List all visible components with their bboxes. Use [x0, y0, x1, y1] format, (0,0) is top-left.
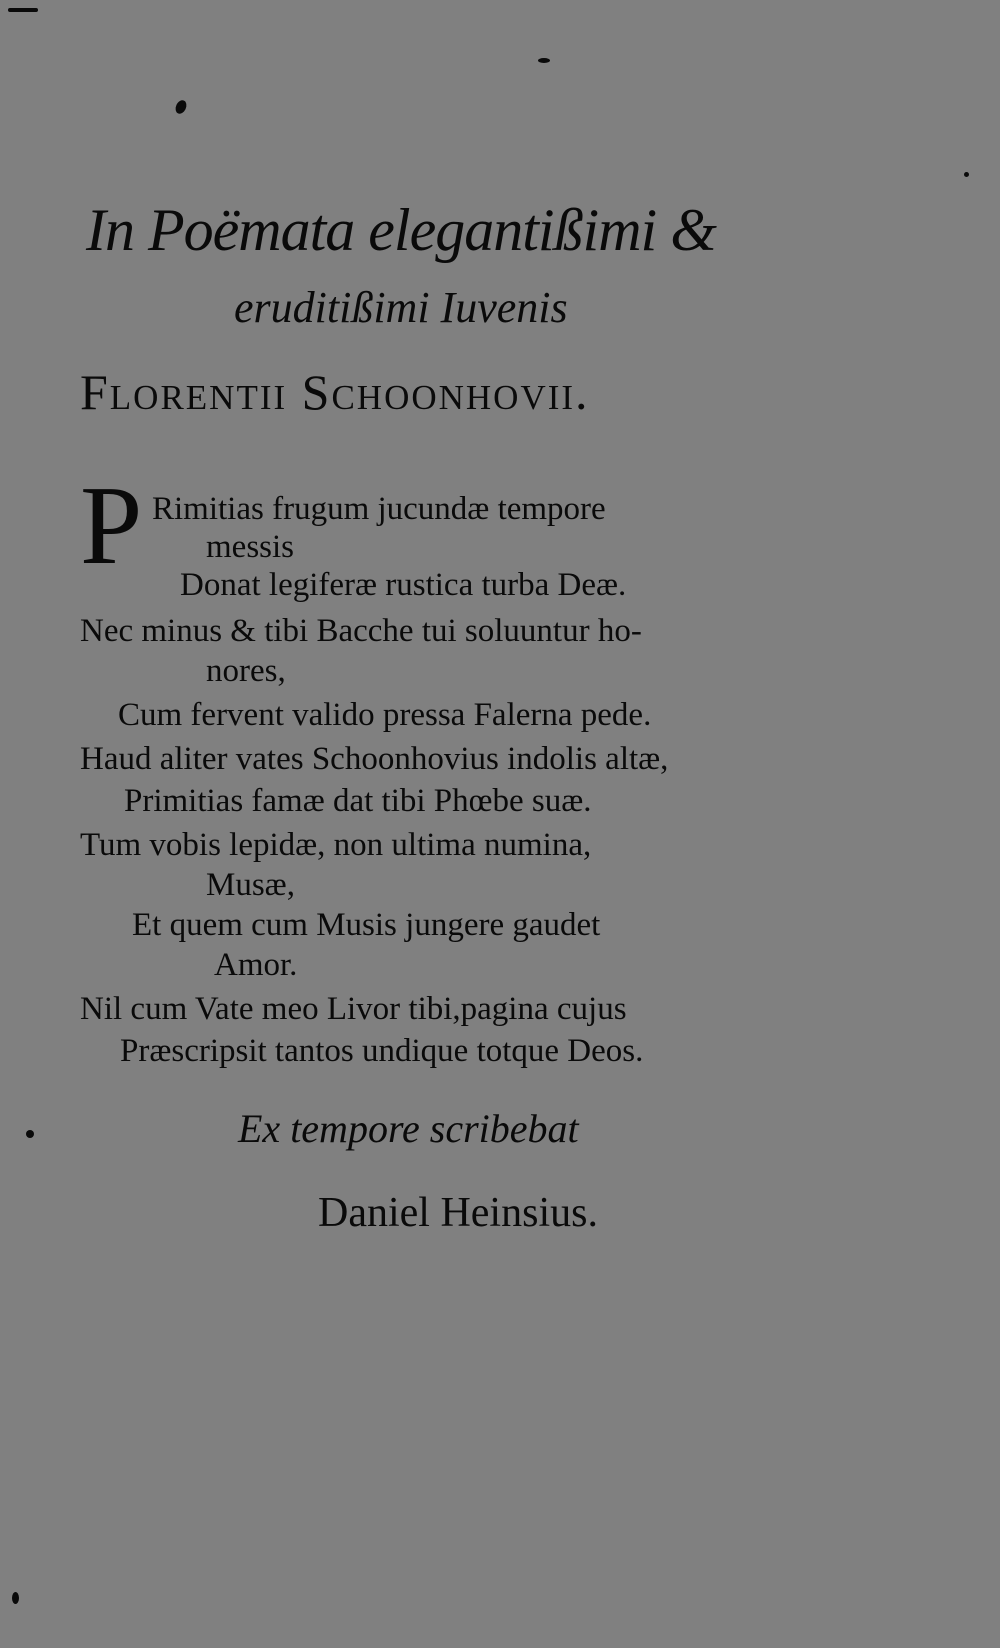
poem-line-7: Haud aliter vates Schoonhovius indolis altæ, [80, 741, 669, 777]
poem-line-10: Musæ, [206, 867, 295, 903]
poem-line-4: Nec minus & tibi Bacche tui soluuntur ho- [80, 613, 642, 649]
ink-speck [964, 172, 969, 177]
heading-line-2: eruditißimi Iuvenis [234, 283, 568, 332]
poem-line-14: Præscripsit tantos undique totque Deos. [120, 1033, 644, 1069]
drop-cap-letter: P [80, 464, 143, 588]
poem-line-11: Et quem cum Musis jungere gaudet [132, 907, 601, 943]
ink-speck [174, 99, 189, 116]
signature-author: Daniel Heinsius. [318, 1190, 598, 1236]
poem-line-12: Amor. [214, 947, 298, 983]
poem-line-6: Cum fervent valido pressa Falerna pede. [118, 697, 652, 733]
heading-author-name: Florentii Schoonhovii. [80, 364, 590, 420]
poem-line-2: messis [206, 529, 295, 565]
poem-line-3: Donat legiferæ rustica turba Deæ. [180, 567, 627, 603]
poem-line-1: Rimitias frugum jucundæ tempore [152, 491, 606, 527]
poem-line-8: Primitias famæ dat tibi Phœbe suæ. [124, 783, 592, 819]
heading-line-1: In Poëmata elegantißimi & [86, 197, 716, 263]
poem-line-9: Tum vobis lepidæ, non ultima numina, [80, 827, 592, 863]
poem-line-5: nores, [206, 653, 286, 689]
ink-speck [12, 1592, 19, 1604]
poem-line-13: Nil cum Vate meo Livor tibi,pagina cujus [80, 991, 627, 1027]
ink-speck [26, 1130, 34, 1138]
ink-speck [8, 8, 38, 12]
signature-note: Ex tempore scribebat [238, 1106, 579, 1151]
ink-speck [538, 58, 550, 63]
